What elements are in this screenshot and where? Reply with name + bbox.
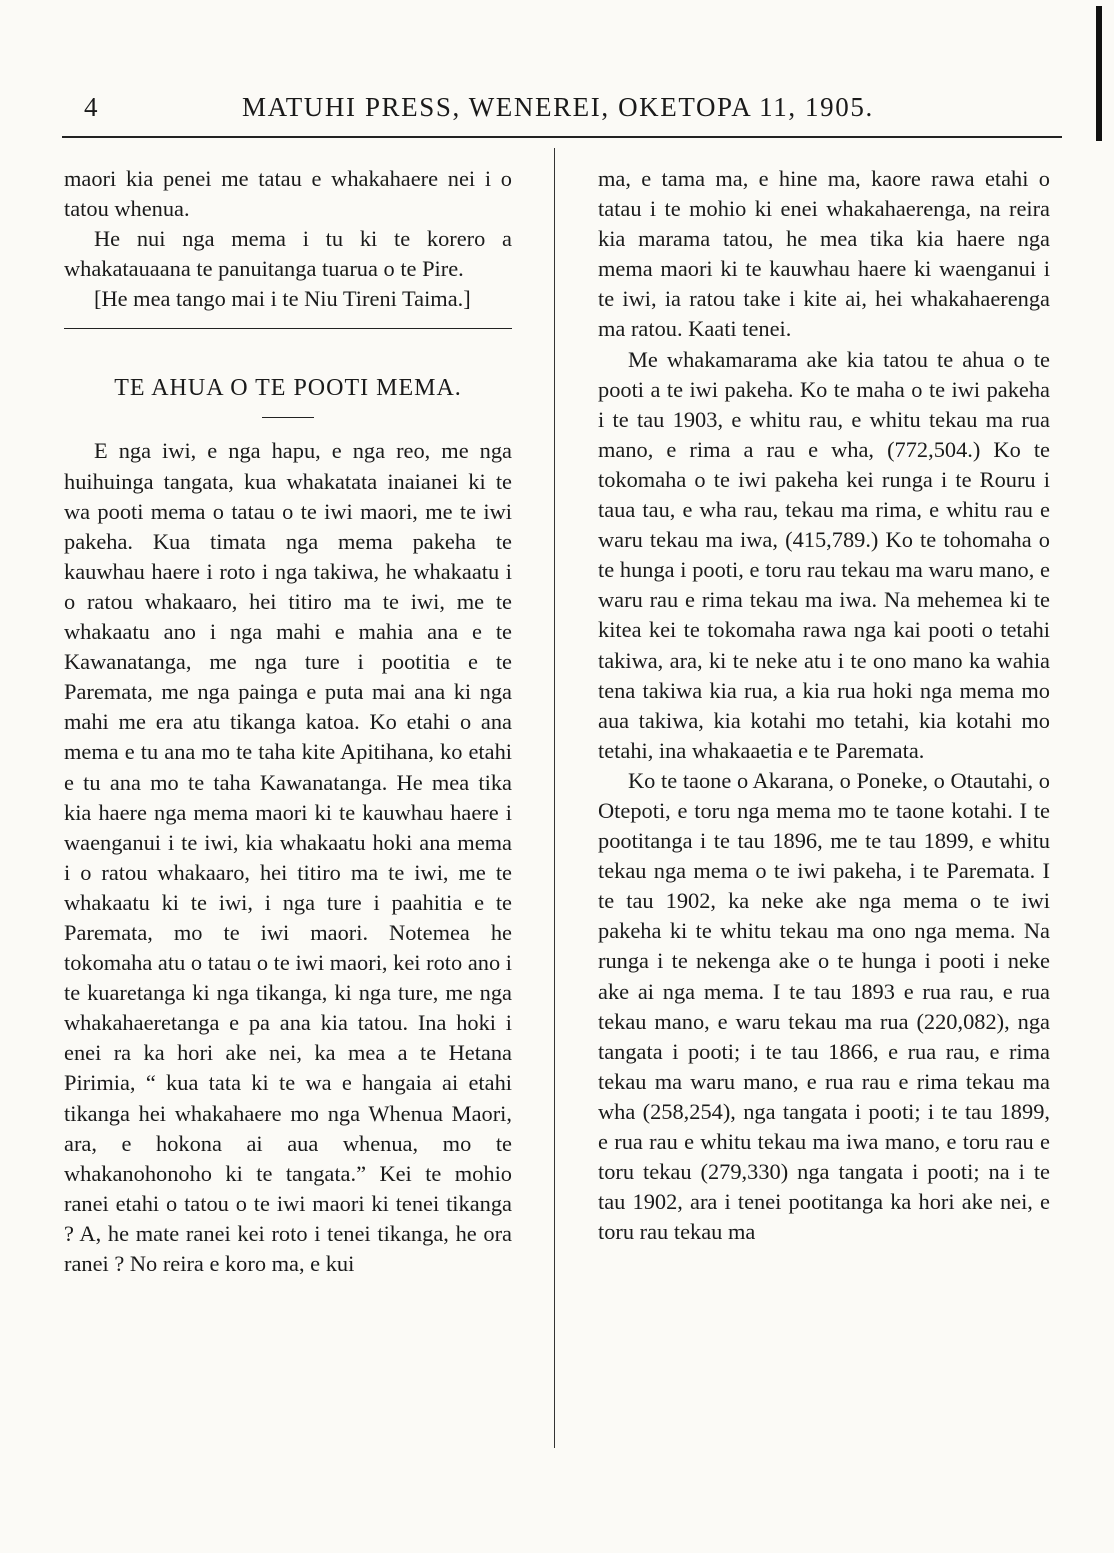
right-paragraph-1: ma, e tama ma, e hine ma, kaore rawa etahi o tatau i te mohio ki enei whakahaerenga, na reira kia marama tatou, he mea tika kia haere nga mema maori ki te kauwhau haere ki waenganui i te iwi, ia ratou take i kite ai, hei whakahaerenga ma ratou. Kaati tenei.	[598, 166, 1050, 342]
right-paragraph-3: Ko te taone o Akarana, o Poneke, o Otautahi, o Otepoti, e toru nga mema mo te taone kotahi. I te pootitanga i te tau 1896, me te tau 1899, e whitu tekau nga mema o te iwi pakeha, i te Paremata. I te tau 1902, ka neke ake nga mema o te iwi pakeha ki te whitu tekau ma ono nga mema. Na runga i te nekenga ake o te hunga i pooti i neke ake ai nga mema. I te tau 1893 e rua rau, e rua tekau mano, e waru tekau ma rua (220,082), nga tangata i pooti; i te tau 1866, e rua rau, e rima tekau ma waru mano, e rua rau e rima tekau ma wha (258,254), nga tangata i pooti; i te tau 1899, e rua rau e whitu tekau ma iwa mano, e toru rau e toru tekau (279,330) nga tangata i pooti; na i te tau 1902, ara i tenei pootitanga ka hori ake nei, e toru rau tekau ma	[598, 767, 1050, 1245]
page-number: 4	[84, 92, 98, 122]
column-divider	[554, 148, 555, 1448]
article-heading: TE AHUA O TE POOTI MEMA.	[114, 375, 462, 402]
article-separator	[64, 328, 512, 329]
right-paragraph-2: Me whakamarama ake kia tatou te ahua o te pooti a te iwi pakeha. Ko te maha o te iwi pakeha i te tau 1903, e whitu rau, e whitu tekau ma rua mano, e rima a rau e wha, (772,504.) Ko te tokomaha o te iwi pakeha kei runga i te Rouru i taua tau, e wha rau, tekau ma rima, e whitu rau e waru tekau ma iwa, (415,789.) Ko te tohomaha o te hunga i pooti, e toru rau tekau ma waru mano, e waru rau e rima tekau ma iwa. Na mehemea ki te kitea kei te tokomaha rawa nga kai pooti o tetahi takiwa, ara, ki te neke atu i te ono mano ka wahia tena takiwa kia rua, a kia rua hoki nga mema mo aua takiwa, kia kotahi mo tetahi, kia kotahi mo tetahi, ina whakaaetia e te Paremata.	[598, 346, 1050, 763]
source-note: [He mea tango mai i te Niu Tireni Taima.]	[94, 286, 471, 312]
heading-rule	[262, 417, 314, 418]
left-paragraph-1: maori kia penei me tatau e whakahaere nei i o tatou whenua.	[64, 166, 512, 222]
page-header	[62, 88, 1062, 132]
left-paragraph-2: He nui nga mema i tu ki te korero a whakatauaana te panuitanga tuarua o te Pire.	[64, 226, 512, 282]
left-paragraph-4: E nga iwi, e nga hapu, e nga reo, me nga huihuinga tangata, kua whakatata inaianei ki te wa pooti mema o tatau o te iwi maori, me te iwi pakeha. Kua timata nga mema pakeha te kauwhau haere i roto i nga takiwa, he whakaatu i o ratou whakaaro, hei titiro ma te iwi, me te whakaatu ano i nga mahi e mahia ana e te Kawanatanga, me nga ture i pootitia e te Paremata, me nga painga e puta mai ana ki nga mahi me era atu tikanga katoa. Ko etahi o ana mema e tu ana mo te taha kite Apitihana, ko etahi e tu ana mo te taha Kawanatanga. He mea tika kia haere nga mema maori ki te kauwhau haere i waenganui i te iwi, kia whakaatu hoki ana mema i o ratou whakaaro, hei titiro ma te iwi, me te whakaatu ki te iwi, i nga ture i paahitia e te Paremata, mo te iwi maori. Notemea he tokomaha atu o tatau o te iwi maori, kei roto ano i te kuaretanga ki nga tikanga, ki nga ture, me nga whakahaeretanga e pa ana kia tatou. Ina hoki i enei ra ka hori ake nei, ka mea a te Hetana Pirimia, “ kua tata ki te wa e hangaia ai etahi tikanga hei whakahaere mo nga Whenua Maori, ara, e hokona ai aua whenua, mo te whakanohonoho ki te tangata.” Kei te mohio ranei etahi o tatou o te iwi maori ki tenei tikanga ? A, he mate ranei kei roto i tenei tikanga, he ora ranei ? No reira e koro ma, e kui	[64, 438, 512, 1276]
right-column	[598, 164, 1050, 1247]
header-rule	[62, 136, 1062, 138]
masthead: MATUHI PRESS, WENEREI, OKETOPA 11, 1905.	[242, 92, 874, 122]
left-column	[64, 164, 512, 1279]
page-edge-mark	[1096, 6, 1102, 141]
